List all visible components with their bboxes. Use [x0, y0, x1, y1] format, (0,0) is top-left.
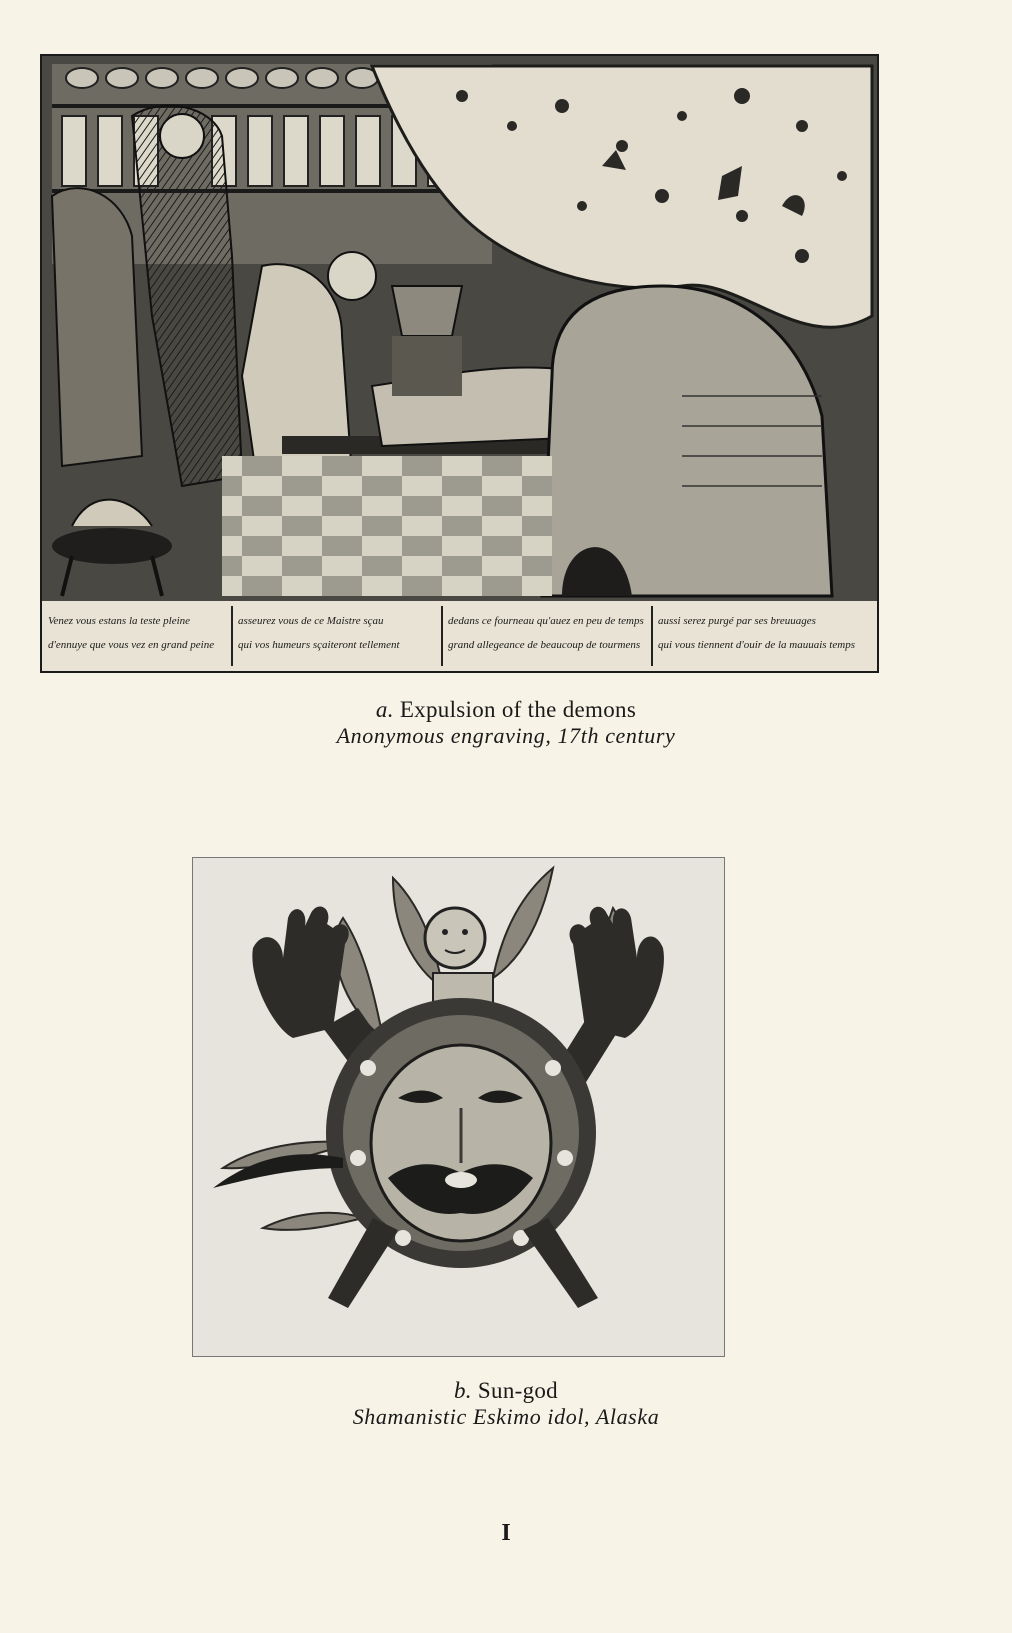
caption-a-subtitle: Anonymous engraving, 17th century: [336, 723, 676, 749]
caption-a-title: Expulsion of the demons: [399, 697, 637, 722]
inscription-line-7: aussi serez purgé par ses breuuages: [658, 615, 816, 627]
inscription-line-4: qui vos humeurs sçaiteront tellement: [238, 639, 400, 651]
caption-b-title: Sun-god: [477, 1378, 558, 1403]
inscription-line-6: grand allegeance de beaucoup de tourmens: [448, 639, 641, 651]
inscription-line-1: Venez vous estans la teste pleine: [48, 615, 191, 627]
caption-b-subtitle: Shamanistic Eskimo idol, Alaska: [352, 1404, 660, 1430]
caption-figure-b: [0, 1378, 1012, 1430]
caption-b-title-line: [0, 1378, 1012, 1404]
inscription-line-5: dedans ce fourneau qu'auez en peu de temps: [448, 615, 644, 627]
caption-a-letter: a.: [375, 697, 394, 722]
engraving-image: [40, 54, 879, 673]
caption-b-letter: b.: [454, 1378, 472, 1403]
page-number: I: [501, 1520, 511, 1546]
caption-a-title-line: [0, 697, 1012, 723]
inscription-line-2: d'ennuye que vous vez en grand peine: [48, 639, 215, 651]
idol-image: [192, 857, 725, 1357]
inscription-line-8: qui vous tiennent d'ouir de la mauuais temps: [658, 639, 855, 651]
inscription-line-3: asseurez vous de ce Maistre sçau: [238, 615, 384, 627]
caption-figure-a: [0, 697, 1012, 749]
